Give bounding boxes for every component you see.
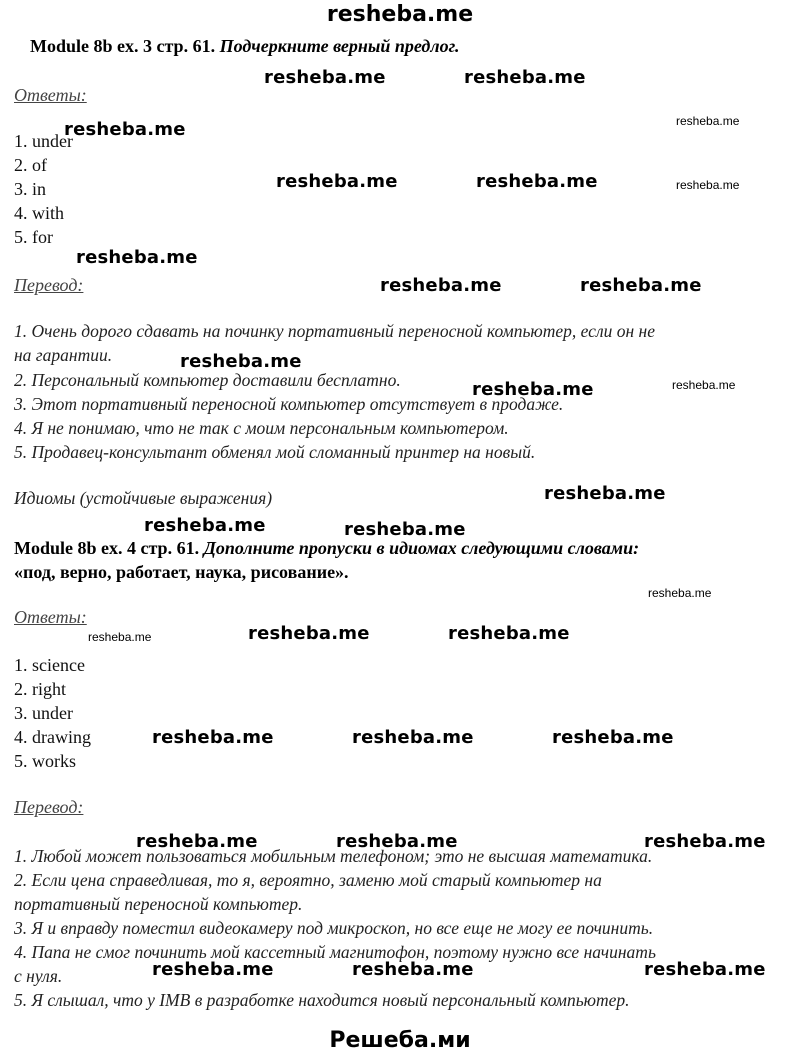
ex4-translation-line: портативный переносной компьютер. — [14, 894, 303, 914]
ex3-translation-line: 3. Этот портативный переносной компьютер отсутствует в продаже. — [14, 394, 564, 414]
watermark: resheba.me — [544, 483, 666, 504]
watermark: resheba.me — [144, 515, 266, 536]
watermark-small: resheba.me — [676, 114, 740, 128]
ex4-task-line2: «под, верно, работает, наука, рисование». — [14, 562, 349, 582]
watermark: resheba.me — [336, 831, 458, 852]
watermark: resheba.me — [580, 275, 702, 296]
ex3-answer-5: 5. for — [14, 227, 53, 247]
ex4-header — [14, 538, 639, 559]
ex4-header-label: Module 8b ex. 4 стр. 61. — [14, 538, 200, 558]
ex3-translation-line: 2. Персональный компьютер доставили бесплатно. — [14, 370, 401, 390]
footer-title: Решеба.ми — [329, 1028, 471, 1053]
watermark-small: resheba.me — [648, 586, 712, 600]
ex3-answer-1: 1. under — [14, 131, 73, 151]
ex4-translation-line: 1. Любой может пользоваться мобильным телефоном; это не высшая математика. — [14, 846, 653, 866]
watermark: resheba.me — [276, 171, 398, 192]
ex4-answer-2: 2. right — [14, 679, 66, 699]
ex4-translation-line: 5. Я слышал, что у IMB в разработке находится новый персональный компьютер. — [14, 990, 630, 1010]
ex3-header — [30, 36, 460, 57]
ex3-answer-3: 3. in — [14, 179, 47, 199]
ex4-task-line1: Дополните пропуски в идиомах следующими словами: — [203, 538, 640, 558]
watermark: resheba.me — [76, 247, 198, 268]
ex3-header-label: Module 8b ex. 3 стр. 61. — [30, 36, 216, 56]
ex4-answers-label: Ответы: — [14, 607, 87, 627]
ex3-answer-4: 4. with — [14, 203, 65, 223]
ex3-answer-2: 2. of — [14, 155, 47, 175]
watermark: resheba.me — [152, 727, 274, 748]
watermark-small: resheba.me — [672, 378, 736, 392]
watermark: resheba.me — [464, 67, 586, 88]
watermark: resheba.me — [644, 831, 766, 852]
ex3-translation-line: 1. Очень дорого сдавать на починку портативный переносной компьютер, если он не — [14, 321, 655, 341]
watermark: resheba.me — [152, 959, 274, 980]
ex4-answer-1: 1. science — [14, 655, 85, 675]
ex3-translation-label: Перевод: — [14, 275, 84, 295]
watermark: resheba.me — [248, 623, 370, 644]
ex3-answers-label: Ответы: — [14, 85, 87, 105]
watermark: resheba.me — [552, 727, 674, 748]
watermark: resheba.me — [180, 351, 302, 372]
ex4-translation-line: с нуля. — [14, 966, 63, 986]
ex4-answer-4: 4. drawing — [14, 727, 91, 747]
watermark: resheba.me — [472, 379, 594, 400]
ex3-translation-line: на гарантии. — [14, 345, 113, 365]
watermark-small: resheba.me — [676, 178, 740, 192]
ex4-answer-3: 3. under — [14, 703, 73, 723]
idioms-heading: Идиомы (устойчивые выражения) — [14, 488, 273, 508]
watermark-small: resheba.me — [88, 630, 152, 644]
watermark: resheba.me — [136, 831, 258, 852]
ex4-answer-5: 5. works — [14, 751, 76, 771]
site-title: resheba.me — [326, 2, 474, 27]
watermark: resheba.me — [644, 959, 766, 980]
ex3-task: Подчеркните верный предлог. — [219, 36, 460, 56]
ex4-translation-label: Перевод: — [14, 797, 84, 817]
watermark: resheba.me — [64, 119, 186, 140]
ex4-translation-line: 2. Если цена справедливая, то я, вероятно, заменю мой старый компьютер на — [14, 870, 602, 890]
watermark: resheba.me — [380, 275, 502, 296]
watermark: resheba.me — [352, 727, 474, 748]
ex3-translation-line: 4. Я не понимаю, что не так с моим персональным компьютером. — [14, 418, 509, 438]
watermark: resheba.me — [264, 67, 386, 88]
ex4-translation-line: 4. Папа не смог починить мой кассетный магнитофон, поэтому нужно все начинать — [14, 942, 656, 962]
ex3-translation-line: 5. Продавец-консультант обменял мой сломанный принтер на новый. — [14, 442, 536, 462]
watermark: resheba.me — [352, 959, 474, 980]
watermark: resheba.me — [448, 623, 570, 644]
watermark: resheba.me — [344, 519, 466, 540]
watermark: resheba.me — [476, 171, 598, 192]
ex4-translation-line: 3. Я и вправду поместил видеокамеру под микроскоп, но все еще не могу ее починить. — [14, 918, 654, 938]
